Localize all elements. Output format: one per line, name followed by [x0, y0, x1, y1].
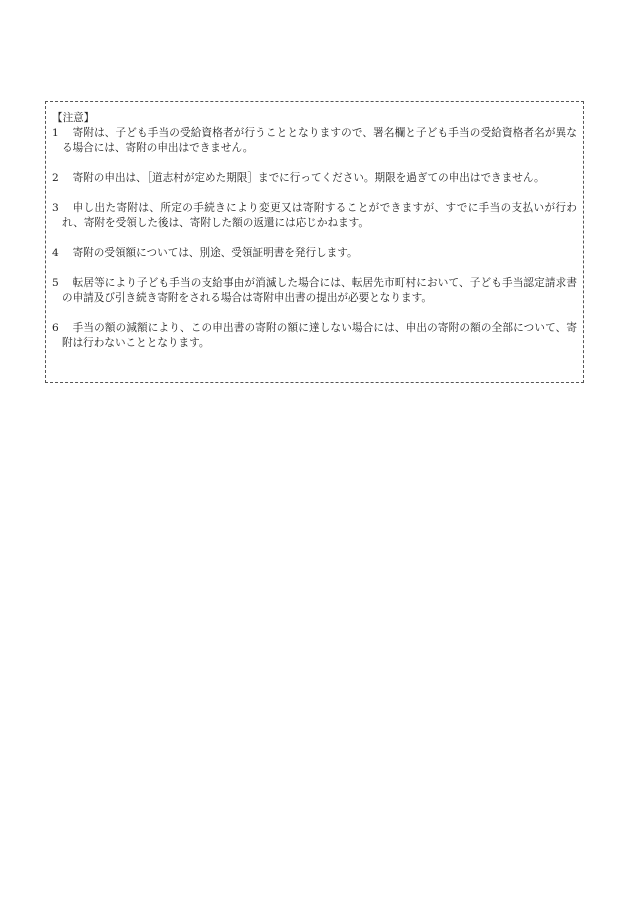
note-text: 転居等により子ども手当の支給事由が消滅した場合には、転居先市町村において、子ども手当認定請求書の申請及び引き続き寄附をされる場合は寄附申出書の提出が必要となります。: [62, 277, 577, 304]
notice-title: 【注意】: [52, 112, 95, 124]
note-text: 手当の額の減額により、この申出書の寄附の額に達しない場合には、申出の寄附の額の全部について、寄附は行わないこととなります。: [62, 322, 577, 349]
note-text: 寄附は、子ども手当の受給資格者が行うこととなりますので、署名欄と子ども手当の受給資格者名が異なる場合には、寄附の申出はできません。: [62, 127, 577, 154]
note-number: 4: [52, 247, 59, 259]
note-text: 寄附の受領額については、別途、受領証明書を発行します。: [72, 247, 358, 259]
note-item-3: [52, 201, 577, 231]
note-item-1: [52, 126, 577, 156]
note-number: 3: [52, 202, 59, 214]
note-text: 寄附の申出は、［道志村が定めた期限］までに行ってください。期限を過ぎての申出はできません。: [72, 172, 545, 184]
note-text: 申し出た寄附は、所定の手続きにより変更又は寄附することができますが、すでに手当の支払いが行われ、寄附を受領した後は、寄附した額の返還には応じかねます。: [62, 202, 577, 229]
note-number: 2: [52, 172, 59, 184]
note-item-6: [52, 321, 577, 351]
note-number: 6: [52, 322, 59, 334]
note-item-2: [52, 171, 577, 186]
note-item-5: [52, 276, 577, 306]
notice-box: [45, 101, 584, 383]
note-number: 1: [52, 127, 59, 139]
note-number: 5: [52, 277, 59, 289]
note-item-4: [52, 246, 577, 261]
